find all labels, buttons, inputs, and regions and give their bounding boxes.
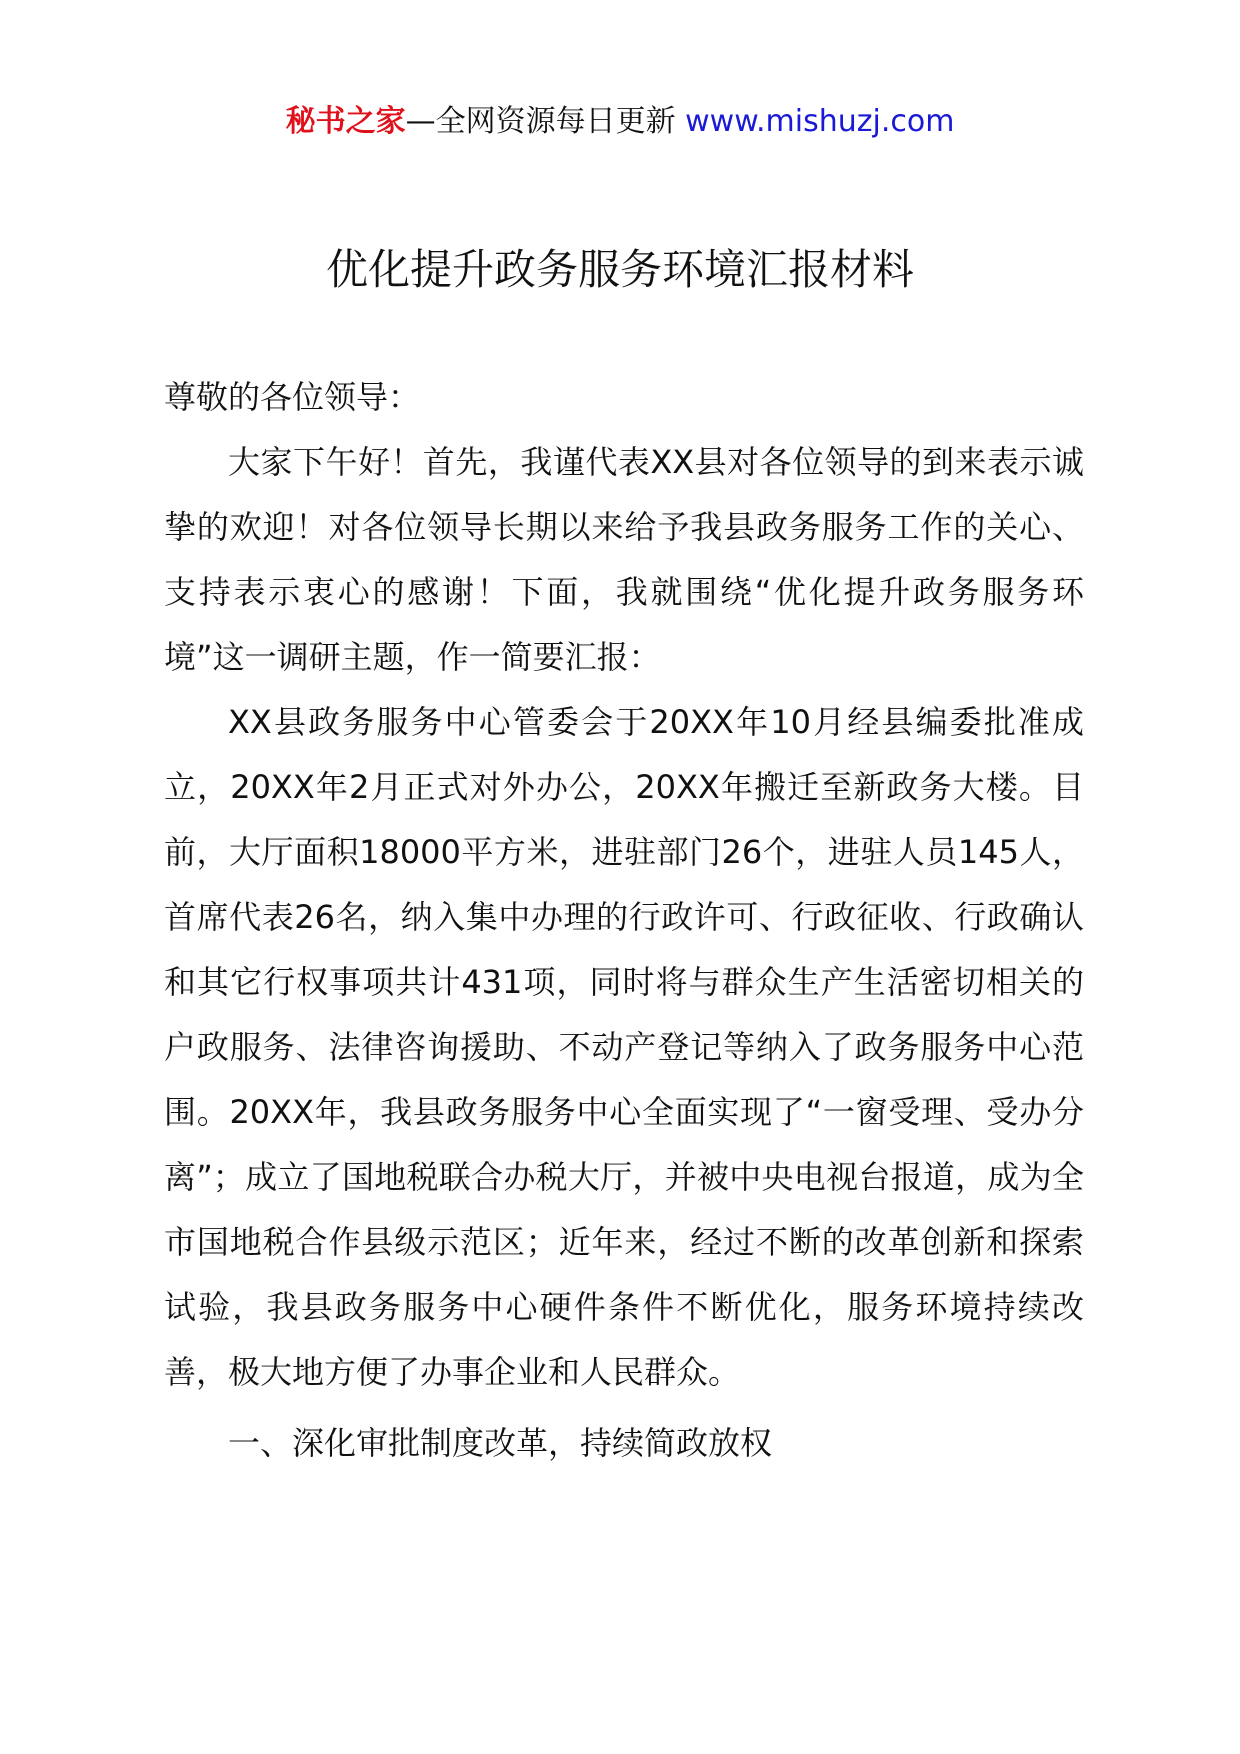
site-url-link[interactable]: www.mishuzj.com (685, 104, 955, 139)
site-header (0, 100, 1240, 144)
document-title: 优化提升政务服务环境汇报材料 (325, 245, 914, 294)
document-body (164, 365, 1084, 1476)
paragraph: XX县政务服务中心管委会于20XX年10月经县编委批准成立，20XX年2月正式对外办公，20XX年搬迁至新政务大楼。目前，大厅面积18000平方米，进驻部门26个，进驻人员145人，首席代表26名，纳入集中办理的行政许可、行政征收、行政确认和其它行权事项共计431项，同时将与群众生产生活密切相关的户政服务、法律咨询援助、不动产登记等纳入了政务服务中心范围。20XX年，我县政务服务中心全面实现了“一窗受理、受办分离”；成立了国地税联合办税大厅，并被中央电视台报道，成为全市国地税合作县级示范区；近年来，经过不断的改革创新和探索试验，我县政务服务中心硬件条件不断优化，服务环境持续改善，极大地方便了办事企业和人民群众。 (164, 703, 1084, 1391)
site-brand: 秘书之家 (285, 104, 406, 139)
section-heading: 一、深化审批制度改革，持续简政放权 (228, 1424, 773, 1462)
site-tagline: —全网资源每日更新 (405, 104, 676, 139)
salutation: 尊敬的各位领导： (164, 378, 421, 416)
paragraph: 大家下午好！首先，我谨代表XX县对各位领导的到来表示诚挚的欢迎！对各位领导长期以来给予我县政务服务工作的关心、支持表示衷心的感谢！下面，我就围绕“优化提升政务服务环境”这一调研主题，作一简要汇报： (164, 443, 1084, 676)
